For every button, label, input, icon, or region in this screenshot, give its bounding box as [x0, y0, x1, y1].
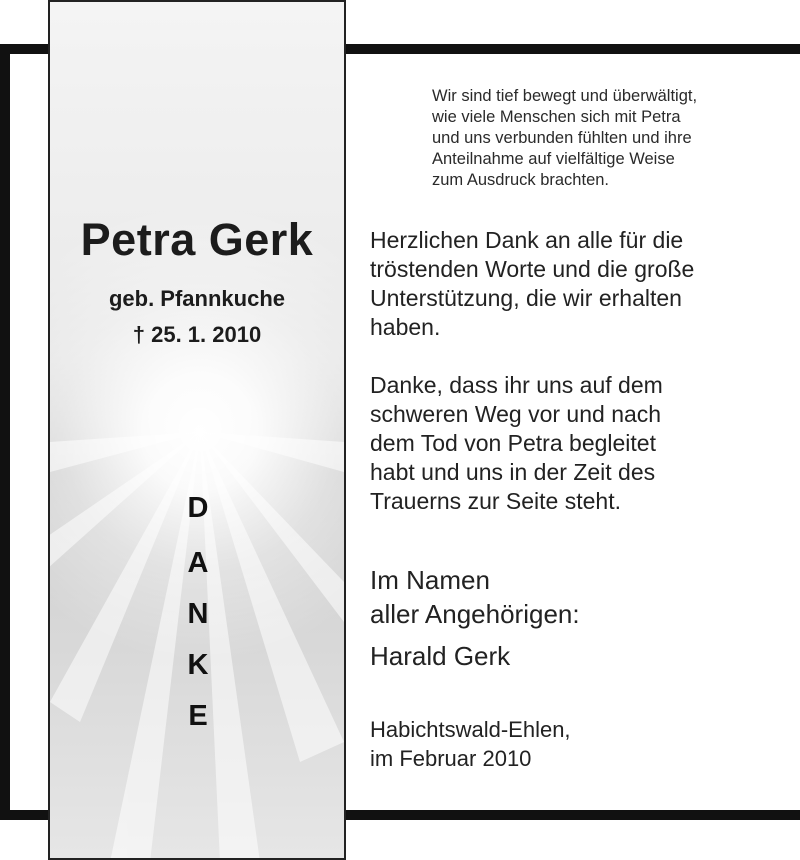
paragraph-line: tröstenden Worte und die große: [370, 256, 695, 282]
paragraph-line: Herzlichen Dank an alle für die: [370, 227, 684, 253]
paragraph-line: haben.: [370, 314, 441, 340]
paragraph-line: Unterstützung, die wir erhalten: [370, 285, 682, 311]
paragraph-line: habt und uns in der Zeit des: [370, 459, 656, 485]
paragraph-line: Trauerns zur Seite steht.: [370, 488, 621, 514]
danke-letter-a: A: [187, 547, 209, 579]
intro-line: Anteilnahme auf vielfältige Weise: [432, 150, 675, 168]
danke-letter-e: E: [188, 700, 208, 732]
intro-line: und uns verbunden fühlten und ihre: [432, 129, 692, 147]
death-date: † 25. 1. 2010: [132, 322, 262, 347]
intro-line: Wir sind tief bewegt und überwältigt,: [432, 87, 698, 105]
date-line: im Februar 2010: [370, 746, 532, 771]
signature-line-1: Im Namen: [370, 565, 490, 595]
paragraph-line: Danke, dass ihr uns auf dem: [370, 372, 663, 398]
danke-letter-k: K: [187, 649, 209, 681]
thanks-paragraph-2: [370, 371, 790, 516]
danke-letter-n: N: [187, 598, 209, 630]
birth-name: geb. Pfannkuche: [108, 286, 286, 311]
intro-text: [432, 86, 772, 191]
place-date: [370, 715, 790, 773]
paragraph-line: dem Tod von Petra begleitet: [370, 430, 656, 456]
place-line: Habichtswald-Ehlen,: [370, 717, 571, 742]
thanks-paragraph-1: [370, 226, 790, 342]
danke-letter-d: D: [187, 492, 209, 524]
signature-block: [370, 563, 790, 673]
deceased-name: Petra Gerk: [80, 214, 314, 265]
intro-line: wie viele Menschen sich mit Petra: [432, 108, 681, 126]
signature-name: Harald Gerk: [370, 641, 511, 671]
left-panel: [48, 0, 346, 860]
intro-line: zum Ausdruck brachten.: [432, 171, 610, 189]
signature-line-2: aller Angehörigen:: [370, 599, 580, 629]
paragraph-line: schweren Weg vor und nach: [370, 401, 662, 427]
